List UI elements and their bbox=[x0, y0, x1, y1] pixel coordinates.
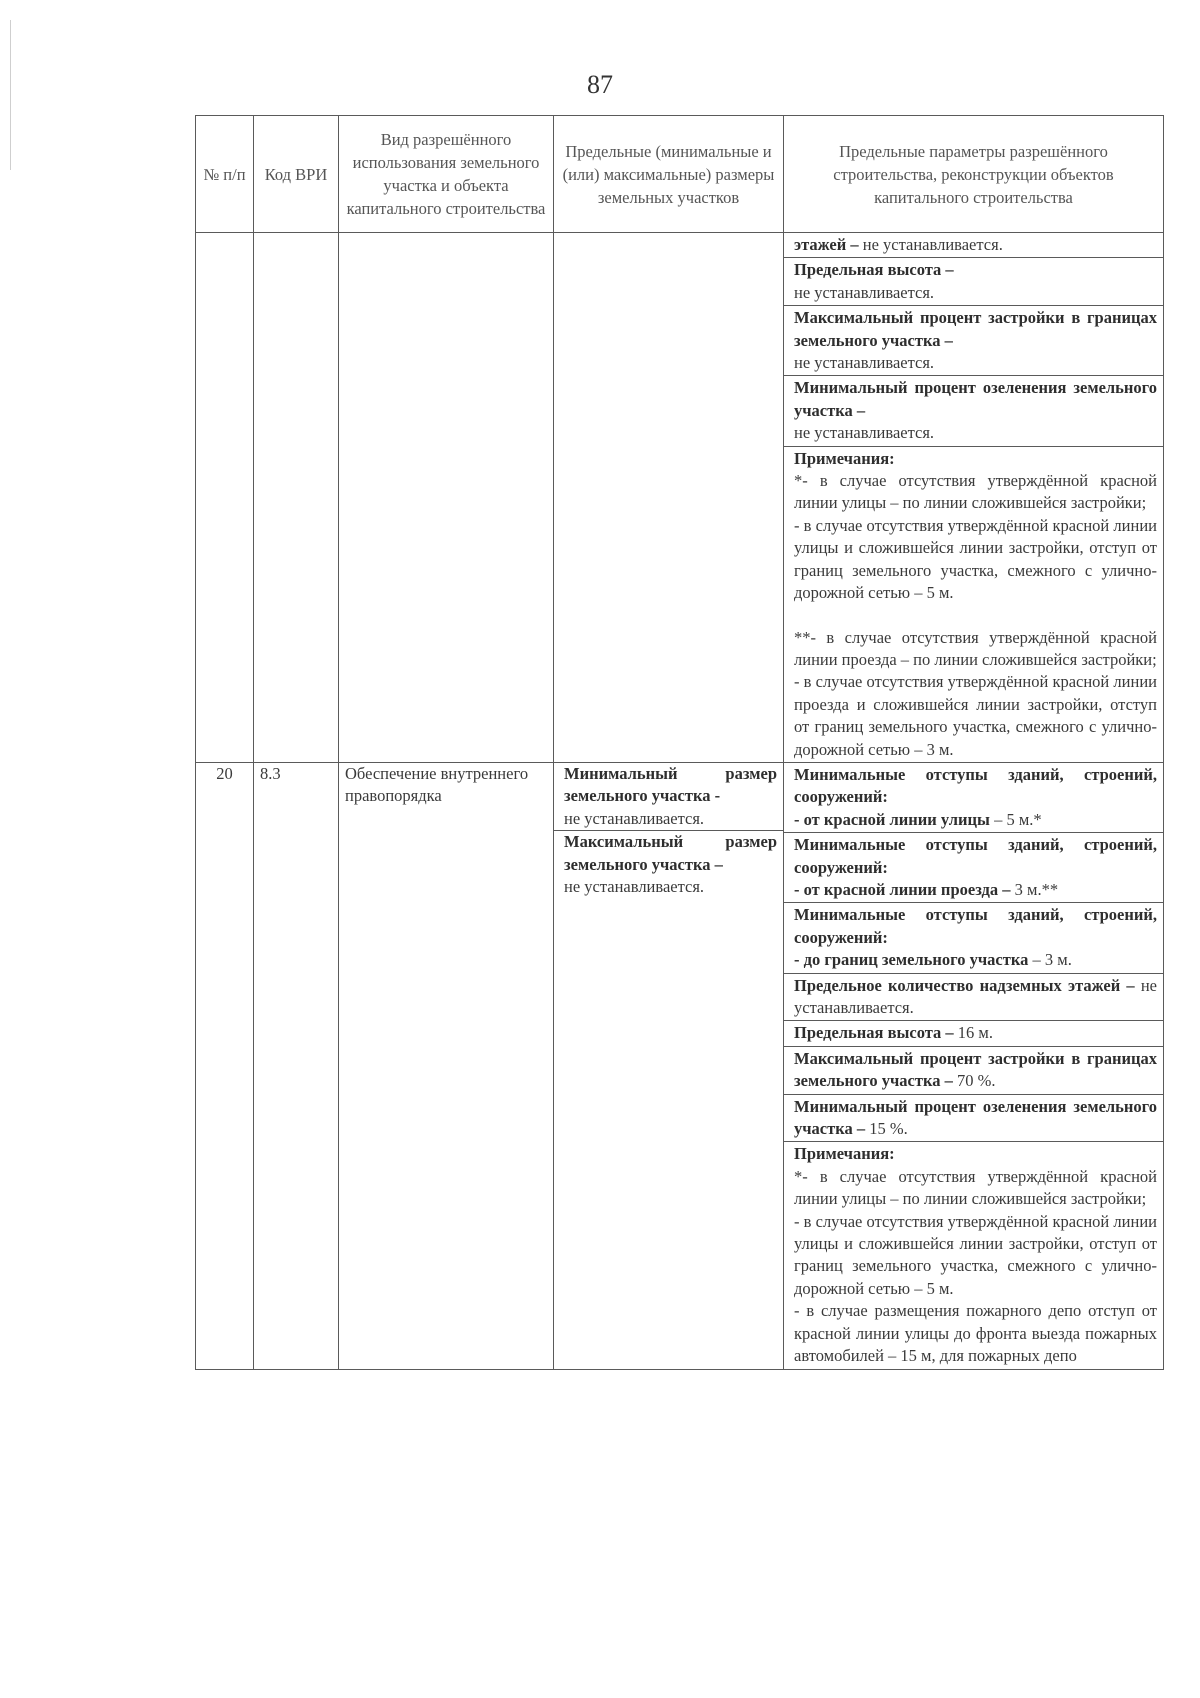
param-setback-street-value: – 5 м.* bbox=[989, 809, 1042, 829]
param-floors bbox=[784, 233, 1163, 257]
notes-block bbox=[784, 1141, 1163, 1368]
param-floors bbox=[784, 973, 1163, 1021]
max-size-label: Максимальный размер земельного участка – bbox=[564, 832, 777, 874]
param-min-green-label: Минимальный процент озеленения земельного участка – bbox=[794, 1096, 1157, 1139]
param-setback-passage-value: 3 м.** bbox=[1010, 879, 1059, 899]
param-setback-passage-target: - от красной линии проезда – bbox=[794, 879, 1011, 899]
note-item: *- в случае отсутствия утверждённой красной линии улицы – по линии сложившейся застройки; bbox=[794, 471, 1157, 513]
notes-block bbox=[784, 446, 1163, 762]
row-code: 8.3 bbox=[254, 762, 339, 1369]
param-height-value: 16 м. bbox=[953, 1023, 993, 1043]
cell-num-empty bbox=[196, 233, 254, 763]
cell-sizes-empty bbox=[554, 233, 784, 763]
param-setback-boundary-label: Минимальные отступы зданий, строений, сооружений: bbox=[794, 905, 1157, 947]
note-item: - в случае отсутствия утверждённой красной линии улицы и сложившейся линии застройки, отступ от границ земельного участка, смежного с улично-дорожной сетью – 5 м. bbox=[794, 1211, 1157, 1298]
param-height-label: Предельная высота – bbox=[794, 260, 954, 280]
note-item: - в случае отсутствия утверждённой красной линии улицы и сложившейся линии застройки, отступ от границ земельного участка, смежного с улично-дорожной сетью – 5 м. bbox=[794, 515, 1157, 603]
param-floors-value: не устанавливается. bbox=[858, 235, 1003, 254]
param-setback-street-target: - от красной линии улицы bbox=[794, 809, 990, 829]
param-setback-boundary-value: – 3 м. bbox=[1028, 950, 1072, 970]
note-item: *- в случае отсутствия утверждённой красной линии улицы – по линии сложившейся застройки; bbox=[794, 1166, 1157, 1209]
param-setback-street bbox=[784, 763, 1163, 832]
header-code: Код ВРИ bbox=[254, 116, 339, 233]
row-number: 20 bbox=[196, 762, 254, 1369]
table-row-continued bbox=[196, 233, 1164, 763]
param-max-percent-value: 70 %. bbox=[952, 1071, 996, 1091]
note-item: - в случае отсутствия утверждённой красной линии проезда и сложившейся линии застройки, отступ от границ земельного участка, смежного с улично-дорожной сетью – 3 м. bbox=[794, 672, 1157, 759]
param-floors-label: этажей – bbox=[794, 235, 859, 254]
regulations-table bbox=[195, 115, 1164, 1370]
param-max-percent-value: не устанавливается. bbox=[794, 353, 935, 373]
param-setback-boundary bbox=[784, 902, 1163, 972]
note-spacer bbox=[794, 605, 1157, 627]
min-size-label: Минимальный размер земельного участка - bbox=[564, 763, 777, 806]
table-header-row bbox=[196, 116, 1164, 233]
param-floors-label: Предельное количество надземных этажей – bbox=[794, 975, 1135, 995]
min-size bbox=[554, 763, 783, 830]
cell-code-empty bbox=[254, 233, 339, 763]
param-min-green bbox=[784, 1094, 1163, 1142]
note-item: - в случае размещения пожарного депо отступ от красной линии улицы до фронта выезда пожарных автомобилей – 15 м, для пожарных депо bbox=[794, 1301, 1157, 1366]
param-setback-passage-label: Минимальные отступы зданий, строений, сооружений: bbox=[794, 835, 1157, 877]
cell-params-continued bbox=[784, 233, 1164, 763]
param-height-label: Предельная высота – bbox=[794, 1023, 954, 1043]
param-height bbox=[784, 257, 1163, 305]
param-max-percent-label: Максимальный процент застройки в границах земельного участка – bbox=[794, 1048, 1157, 1091]
notes-title: Примечания: bbox=[794, 448, 895, 468]
cell-sizes bbox=[554, 762, 784, 1369]
param-min-green-value: не устанавливается. bbox=[794, 423, 935, 443]
notes-title: Примечания: bbox=[794, 1144, 895, 1164]
cell-kind-empty bbox=[339, 233, 554, 763]
max-size-value: не устанавливается. bbox=[564, 876, 705, 896]
header-sizes: Предельные (минимальные и (или) максимальные) размеры земельных участков bbox=[554, 116, 784, 233]
row-kind: Обеспечение внутреннего правопорядка bbox=[339, 762, 554, 1369]
param-max-percent bbox=[784, 305, 1163, 375]
param-setback-street-label: Минимальные отступы зданий, строений, сооружений: bbox=[794, 764, 1157, 807]
max-size bbox=[554, 830, 783, 898]
param-height-value: не устанавливается. bbox=[794, 282, 935, 302]
header-num: № п/п bbox=[196, 116, 254, 233]
param-height bbox=[784, 1020, 1163, 1045]
header-params: Предельные параметры разрешённого строительства, реконструкции объектов капитального строительства bbox=[784, 116, 1164, 233]
min-size-value: не устанавливается. bbox=[564, 808, 705, 828]
param-floors-value: не устанавливается. bbox=[794, 975, 1157, 1017]
param-min-green-value: 15 %. bbox=[865, 1119, 908, 1139]
header-kind: Вид разрешённого использования земельного участка и объекта капитального строительства bbox=[339, 116, 554, 233]
page-number: 87 bbox=[587, 70, 613, 99]
param-max-percent-label: Максимальный процент застройки в границах земельного участка – bbox=[794, 308, 1157, 350]
note-item: **- в случае отсутствия утверждённой красной линии проезда – по линии сложившейся застройки; bbox=[794, 627, 1157, 669]
param-min-green-label: Минимальный процент озеленения земельного участка – bbox=[794, 378, 1157, 420]
table-row-20 bbox=[196, 762, 1164, 1369]
cell-params bbox=[784, 762, 1164, 1369]
param-setback-passage bbox=[784, 832, 1163, 902]
param-max-percent bbox=[784, 1046, 1163, 1094]
param-setback-boundary-target: - до границ земельного участка bbox=[794, 950, 1029, 970]
param-min-green bbox=[784, 375, 1163, 445]
